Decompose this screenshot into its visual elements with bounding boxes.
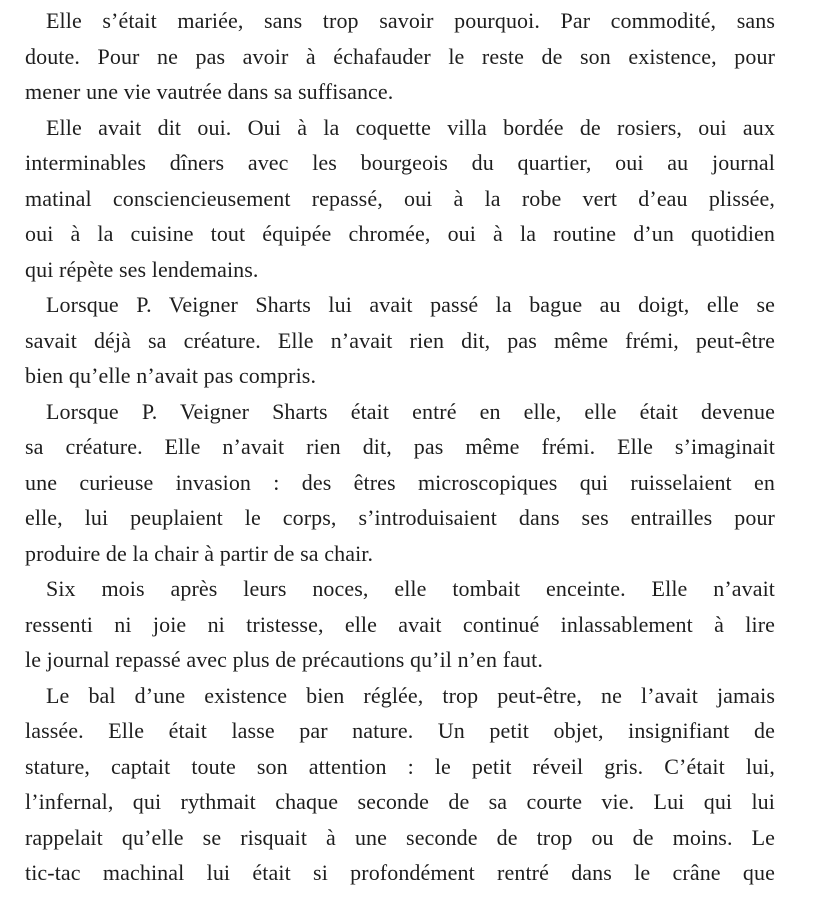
text-line: sa créature. Elle n’avait rien dit, pas même frémi. Elle s’imaginait <box>25 434 775 459</box>
text-line: Lorsque P. Veigner Sharts lui avait passé la bague au doigt, elle se <box>46 292 775 317</box>
text-line: qui répète ses lendemains. <box>25 256 259 282</box>
paragraph <box>25 3 775 110</box>
text-line: Six mois après leurs noces, elle tombait enceinte. Elle n’avait <box>46 576 775 601</box>
text-line: matinal consciencieusement repassé, oui à la robe vert d’eau plissée, <box>25 185 775 211</box>
text-line: produire de la chair à partir de sa chair. <box>25 540 374 566</box>
text-line: ressenti ni joie ni tristesse, elle avait continué inlassablement à lire <box>25 611 775 637</box>
paragraph <box>25 110 775 288</box>
text-line: le journal repassé avec plus de précautions qu’il n’en faut. <box>25 647 543 672</box>
text-line: savait déjà sa créature. Elle n’avait rien dit, pas même frémi, peut-être <box>25 327 775 353</box>
text-line: elle, lui peuplaient le corps, s’introduisaient dans ses entrailles pour <box>25 505 775 530</box>
text-line: lassée. Elle était lasse par nature. Un petit objet, insignifiant de <box>25 718 775 743</box>
text-line: tic-tac machinal lui était si profondément rentré dans le crâne que <box>25 860 775 885</box>
paragraph <box>25 394 775 572</box>
paragraph <box>25 287 775 394</box>
text-line: bien qu’elle n’avait pas compris. <box>25 363 317 388</box>
text-line: rappelait qu’elle se risquait à une seconde de trop ou de moins. Le <box>25 824 775 850</box>
text-line: une curieuse invasion : des êtres microscopiques qui ruisselaient en <box>25 469 775 495</box>
text-line: doute. Pour ne pas avoir à échafauder le reste de son existence, pour <box>25 43 775 69</box>
paragraph <box>25 678 775 891</box>
text-line: interminables dîners avec les bourgeois du quartier, oui au journal <box>25 150 775 175</box>
text-line: Elle avait dit oui. Oui à la coquette villa bordée de rosiers, oui aux <box>46 114 775 140</box>
text-line: stature, captait toute son attention : le petit réveil gris. C’était lui, <box>25 753 775 779</box>
paragraph <box>25 571 775 678</box>
text-line: Le bal d’une existence bien réglée, trop peut-être, ne l’avait jamais <box>46 682 775 708</box>
text-line: Elle s’était mariée, sans trop savoir pourquoi. Par commodité, sans <box>46 8 775 33</box>
text-line: Lorsque P. Veigner Sharts était entré en elle, elle était devenue <box>46 398 775 424</box>
text-line: mener une vie vautrée dans sa suffisance. <box>25 79 394 104</box>
text-line: oui à la cuisine tout équipée chromée, oui à la routine d’un quotidien <box>25 221 775 246</box>
text-line: l’infernal, qui rythmait chaque seconde de sa courte vie. Lui qui lui <box>25 789 775 814</box>
